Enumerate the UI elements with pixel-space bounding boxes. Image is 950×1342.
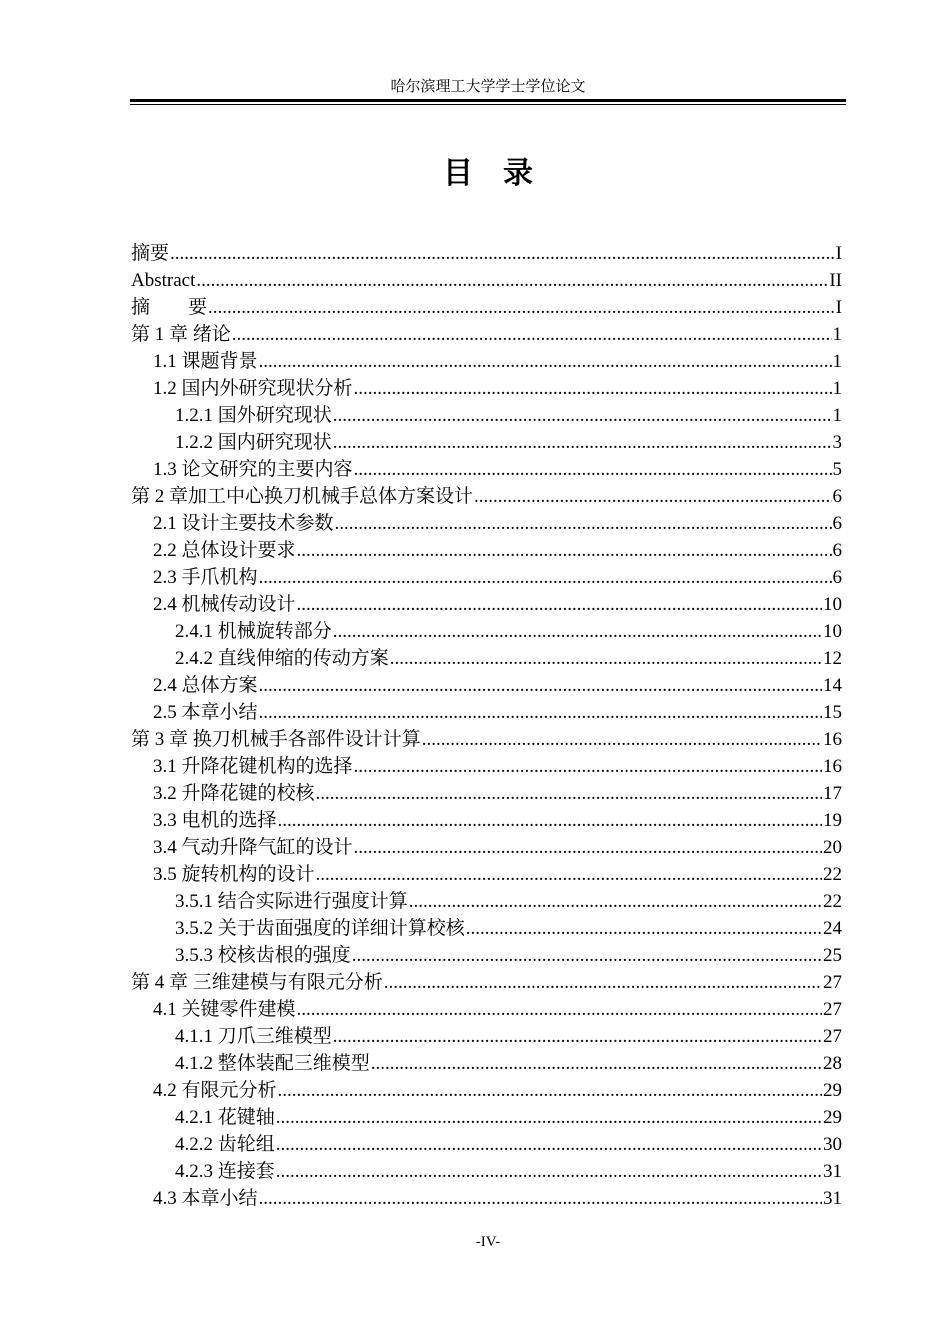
toc-entry-label: 1.2.1 国外研究现状 [175,405,332,426]
toc-entry-label: 4.2.3 连接套 [175,1161,275,1182]
toc-entry-label: 1.2 国内外研究现状分析 [153,378,353,399]
toc-entry-page: 17 [823,783,842,804]
dot-leader [409,888,822,915]
dot-leader [354,375,832,402]
toc-entry[interactable] [131,726,842,753]
toc-entry-label: 摘 要 [131,297,208,318]
toc-entry-page: 16 [823,729,842,750]
toc-entry-page: 28 [823,1053,842,1074]
toc-entry-label: 2.4 机械传动设计 [153,594,296,615]
dot-leader [297,537,832,564]
page-title [130,152,846,196]
toc-entry-page: 5 [832,459,842,480]
toc-entry-page: 6 [832,486,842,507]
dot-leader [466,915,822,942]
toc-entry[interactable] [131,888,842,915]
dot-leader [276,1104,822,1131]
toc-entry-page: 30 [823,1134,842,1155]
toc-entry-label: 2.5 本章小结 [153,702,258,723]
toc-entry-label: 2.4 总体方案 [153,675,258,696]
toc-entry[interactable] [131,780,842,807]
dot-leader [333,402,832,429]
toc-entry-page: 1 [832,351,842,372]
toc-entry-page: 15 [823,702,842,723]
toc-entry[interactable] [131,915,842,942]
toc-entry-page: 22 [823,891,842,912]
toc-entry-page: 24 [823,918,842,939]
toc-entry-label: 4.2 有限元分析 [153,1080,277,1101]
toc-entry-label: 第 1 章 绪论 [131,324,231,345]
toc-entry-label: 3.2 升降花键的校核 [153,783,315,804]
toc-entry-label: 第 4 章 三维建模与有限元分析 [131,972,383,993]
running-header: 哈尔滨理工大学学士学位论文 [390,79,586,95]
toc-entry-page: 14 [823,675,842,696]
toc-entry-label: 3.4 气动升降气缸的设计 [153,837,353,858]
toc-entry-page: I [835,243,842,264]
toc-entry-label: 第 3 章 换刀机械手各部件设计计算 [131,729,421,750]
dot-leader [422,726,822,753]
toc-entry-label: 2.1 设计主要技术参数 [153,513,334,534]
dot-leader [371,1050,822,1077]
toc-entry[interactable] [131,537,842,564]
toc-entry[interactable] [131,1050,842,1077]
header-rule-thick [130,99,846,102]
title-char-2: 录 [503,156,533,191]
dot-leader [354,834,822,861]
dot-leader [390,645,822,672]
dot-leader [196,267,828,294]
toc-entry-page: 10 [823,594,842,615]
toc-entry[interactable] [131,834,842,861]
toc-entry-label: 1.2.2 国内研究现状 [175,432,332,453]
toc-entry[interactable] [131,456,842,483]
toc-entry-page: 6 [832,513,842,534]
toc-entry[interactable] [131,375,842,402]
toc-entry-label: 1.1 课题背景 [153,351,258,372]
toc-entry-page: 16 [823,756,842,777]
toc-entry-label: 4.2.2 齿轮组 [175,1134,275,1155]
toc-entry[interactable] [131,510,842,537]
toc-entry-page: 27 [823,972,842,993]
toc-entry-label: 2.2 总体设计要求 [153,540,296,561]
toc-entry[interactable] [131,618,842,645]
toc-entry-label: 3.1 升降花键机构的选择 [153,756,353,777]
toc-entry[interactable] [131,672,842,699]
toc-entry-page: 27 [823,999,842,1020]
toc-entry[interactable] [131,645,842,672]
dot-leader [333,618,822,645]
toc-entry[interactable] [131,699,842,726]
toc-entry[interactable] [131,348,842,375]
dot-leader [278,1077,822,1104]
dot-leader [316,861,822,888]
toc-entry[interactable] [131,1158,842,1185]
toc-entry-page: 1 [832,324,842,345]
title-char-1: 目 [443,156,473,191]
dot-leader [208,294,835,321]
toc-entry-label: 4.1.1 刀爪三维模型 [175,1026,332,1047]
toc-entry-page: 10 [823,621,842,642]
toc-entry-page: 6 [832,567,842,588]
toc-entry-page: 3 [832,432,842,453]
header-rule-thin [130,104,846,105]
toc-entry[interactable] [131,564,842,591]
toc-entry[interactable] [131,1077,842,1104]
dot-leader [316,780,822,807]
toc-entry[interactable] [131,1185,842,1212]
toc-entry-label: 1.3 论文研究的主要内容 [153,459,353,480]
dot-leader [352,942,822,969]
toc-entry-page: I [835,297,842,318]
toc-entry-page: 31 [823,1161,842,1182]
toc-entry-page: 6 [832,540,842,561]
dot-leader [232,321,832,348]
toc-entry-label: 4.1 关键零件建模 [153,999,296,1020]
toc-entry[interactable] [131,240,842,267]
dot-leader [354,456,832,483]
toc-entry-label: 2.4.1 机械旋转部分 [175,621,332,642]
dot-leader [335,510,832,537]
dot-leader [384,969,822,996]
dot-leader [170,240,835,267]
toc-entry-label: 摘要 [131,243,170,264]
table-of-contents [131,240,842,1212]
toc-entry-page: 1 [832,405,842,426]
toc-entry-label: 4.3 本章小结 [153,1188,258,1209]
toc-entry-page: 29 [823,1080,842,1101]
toc-entry[interactable] [131,861,842,888]
toc-entry[interactable] [131,996,842,1023]
dot-leader [259,564,832,591]
toc-entry[interactable] [131,969,842,996]
toc-entry[interactable] [131,753,842,780]
toc-entry[interactable] [131,483,842,510]
toc-entry-page: 31 [823,1188,842,1209]
toc-entry-label: 2.4.2 直线伸缩的传动方案 [175,648,389,669]
dot-leader [354,753,822,780]
toc-entry[interactable] [131,321,842,348]
toc-entry-label: 4.2.1 花键轴 [175,1107,275,1128]
dot-leader [474,483,831,510]
dot-leader [297,591,822,618]
dot-leader [297,996,822,1023]
toc-entry[interactable] [131,1023,842,1050]
toc-entry[interactable] [131,942,842,969]
toc-entry[interactable] [131,402,842,429]
toc-entry-label: 3.5 旋转机构的设计 [153,864,315,885]
toc-entry-page: 25 [823,945,842,966]
toc-entry-page: II [829,270,842,291]
toc-entry[interactable] [131,591,842,618]
toc-entry-page: 12 [823,648,842,669]
toc-entry-page: 19 [823,810,842,831]
dot-leader [276,1131,822,1158]
dot-leader [278,807,822,834]
toc-entry[interactable] [131,429,842,456]
toc-entry-label: 3.5.2 关于齿面强度的详细计算校核 [175,918,465,939]
toc-entry-label: 第 2 章加工中心换刀机械手总体方案设计 [131,486,474,507]
toc-entry[interactable] [131,1104,842,1131]
toc-entry[interactable] [131,267,842,294]
dot-leader [259,348,832,375]
dot-leader [333,429,832,456]
toc-entry[interactable] [131,294,842,321]
dot-leader [333,1023,822,1050]
toc-entry-label: 4.1.2 整体装配三维模型 [175,1053,370,1074]
dot-leader [276,1158,822,1185]
toc-entry-page: 22 [823,864,842,885]
toc-entry-label: 3.3 电机的选择 [153,810,277,831]
dot-leader [259,1185,822,1212]
toc-entry-page: 20 [823,837,842,858]
page-number: -IV- [475,1234,501,1250]
dot-leader [259,672,822,699]
toc-entry-page: 29 [823,1107,842,1128]
toc-entry-page: 27 [823,1026,842,1047]
toc-entry-label: 2.3 手爪机构 [153,567,258,588]
toc-entry[interactable] [131,807,842,834]
toc-entry[interactable] [131,1131,842,1158]
toc-entry-label: 3.5.3 校核齿根的强度 [175,945,351,966]
dot-leader [259,699,822,726]
toc-entry-label: Abstract [131,270,196,291]
toc-entry-label: 3.5.1 结合实际进行强度计算 [175,891,408,912]
toc-entry-page: 1 [832,378,842,399]
